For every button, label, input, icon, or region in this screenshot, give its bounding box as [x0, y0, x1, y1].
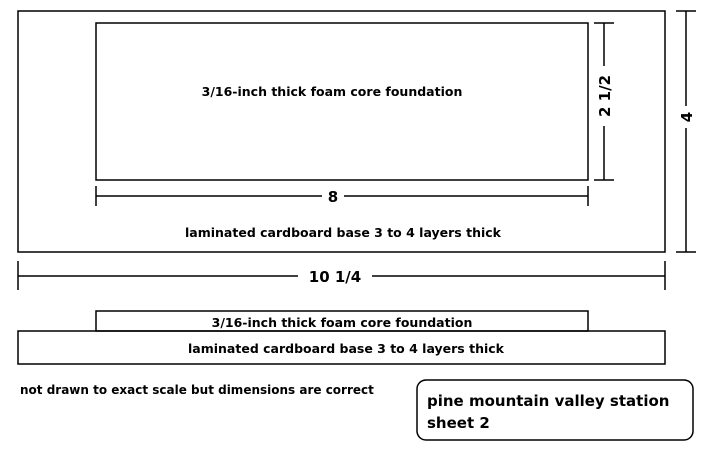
dim-base-width [18, 261, 665, 290]
dim-foundation-width [96, 186, 588, 206]
dim-foundation-width-label: 8 [327, 188, 339, 206]
foundation-label-side: 3/16-inch thick foam core foundation [211, 315, 473, 330]
dim-foundation-height [594, 23, 614, 180]
scale-note: not drawn to exact scale but dimensions are correct [20, 383, 374, 397]
dim-base-height [676, 11, 696, 252]
foundation-label-top: 3/16-inch thick foam core foundation [201, 84, 463, 99]
base-label-side: laminated cardboard base 3 to 4 layers thick [188, 341, 504, 356]
dim-base-height-label: 4 [678, 111, 696, 123]
title-line-2: sheet 2 [427, 414, 490, 432]
foundation-outline-top [96, 23, 588, 180]
title-line-1: pine mountain valley station [427, 392, 670, 410]
dim-base-width-label: 10 1/4 [308, 268, 362, 286]
base-label-top: laminated cardboard base 3 to 4 layers thick [185, 225, 501, 240]
base-outline-top [18, 11, 665, 252]
dim-foundation-height-label: 2 1/2 [596, 74, 614, 118]
